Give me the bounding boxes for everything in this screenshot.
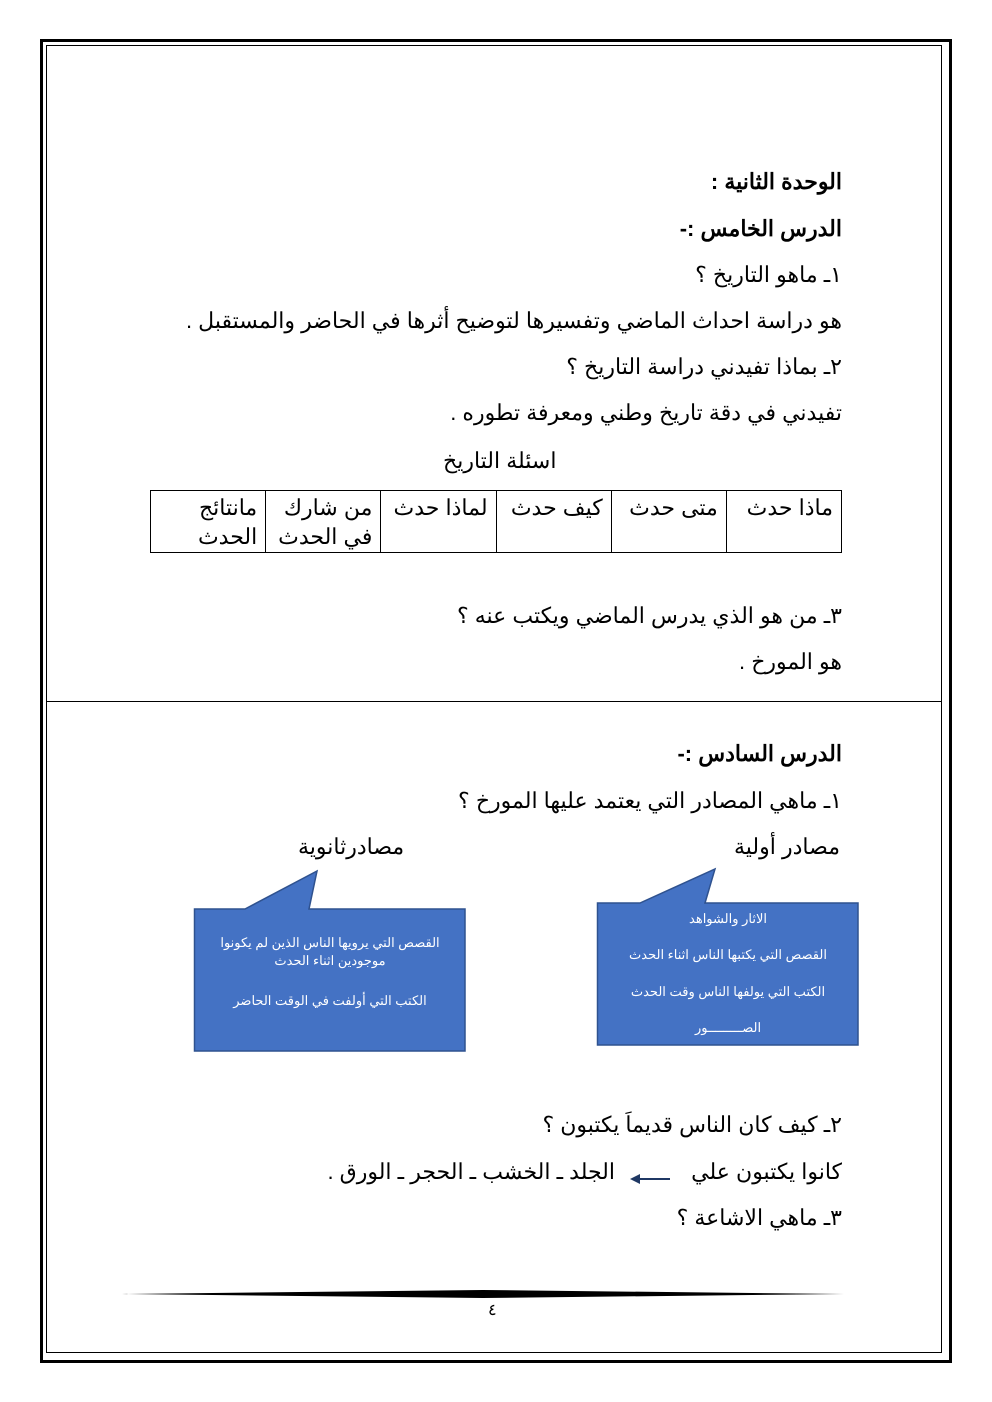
callout-text: القصص التي يرويها الناس الذين لم يكونوا موجودين اثناء الحدث xyxy=(220,935,440,968)
table-title: اسئلة التاريخ xyxy=(443,448,557,473)
lesson5-answer-3: هو المورخ . xyxy=(738,649,842,674)
lesson6-question-1: ١ـ ماهي المصادر التي يعتمد عليها المورخ ؟ xyxy=(458,788,842,813)
lesson6-question-2: ٢ـ كيف كان الناس قديماَ يكتبون ؟ xyxy=(542,1112,842,1137)
arrow-left-icon xyxy=(630,1172,672,1186)
lesson6-answer-2-items: الجلد ـ الخشب ـ الحجر ـ الورق . xyxy=(327,1159,615,1184)
lesson6-question-3: ٣ـ ماهي الاشاعة ؟ xyxy=(676,1205,842,1230)
lesson6-answer-2-prefix: كانوا يكتبون علي xyxy=(691,1159,842,1184)
lesson5-answer-2: تفيدني في دقة تاريخ وطني ومعرفة تطوره . xyxy=(450,400,842,425)
table-cell: متى حدث xyxy=(611,491,726,553)
lesson5-question-3: ٣ـ من هو الذي يدرس الماضي ويكتب عنه ؟ xyxy=(456,603,842,628)
table-cell: كيف حدث xyxy=(496,491,611,553)
callout-text: الكتب التي يولفها الناس وقت الحدث xyxy=(630,984,826,999)
callout-text: الكتب التي أولفت في الوقت الحاضر xyxy=(233,993,427,1008)
callout-text: الاثار والشواهد xyxy=(689,911,767,926)
lesson5-question-2: ٢ـ بماذا تفيدني دراسة التاريخ ؟ xyxy=(566,354,842,379)
callout-text: القصص التي يكتبها الناس اثناء الحدث xyxy=(629,947,827,962)
footer-rule xyxy=(122,1289,844,1299)
primary-sources-callout xyxy=(596,866,861,1048)
lesson5-answer-1: هو دراسة احداث الماضي وتفسيرها لتوضيح أثرها في الحاضر والمستقبل . xyxy=(185,308,842,333)
primary-sources-label: مصادر أولية xyxy=(734,834,840,859)
lesson6-title: الدرس السادس :- xyxy=(677,741,842,766)
table-row xyxy=(151,491,842,553)
table-cell: ماذا حدث xyxy=(726,491,841,553)
secondary-sources-callout xyxy=(193,868,468,1053)
section-divider xyxy=(47,701,942,702)
lesson5-question-1: ١ـ ماهو التاريخ ؟ xyxy=(695,262,842,287)
table-cell: من شارك في الحدث xyxy=(266,491,381,553)
page-number: ٤ xyxy=(488,1302,497,1319)
callout-text: الصـــــــــور xyxy=(694,1020,762,1035)
lesson5-title: الدرس الخامس :- xyxy=(679,216,842,241)
table-cell: مانتائج الحدث xyxy=(151,491,266,553)
table-cell: لماذا حدث xyxy=(381,491,496,553)
history-questions-table xyxy=(150,490,842,553)
secondary-sources-label: مصادرثانوية xyxy=(298,834,405,859)
unit-title: الوحدة الثانية : xyxy=(710,169,842,194)
